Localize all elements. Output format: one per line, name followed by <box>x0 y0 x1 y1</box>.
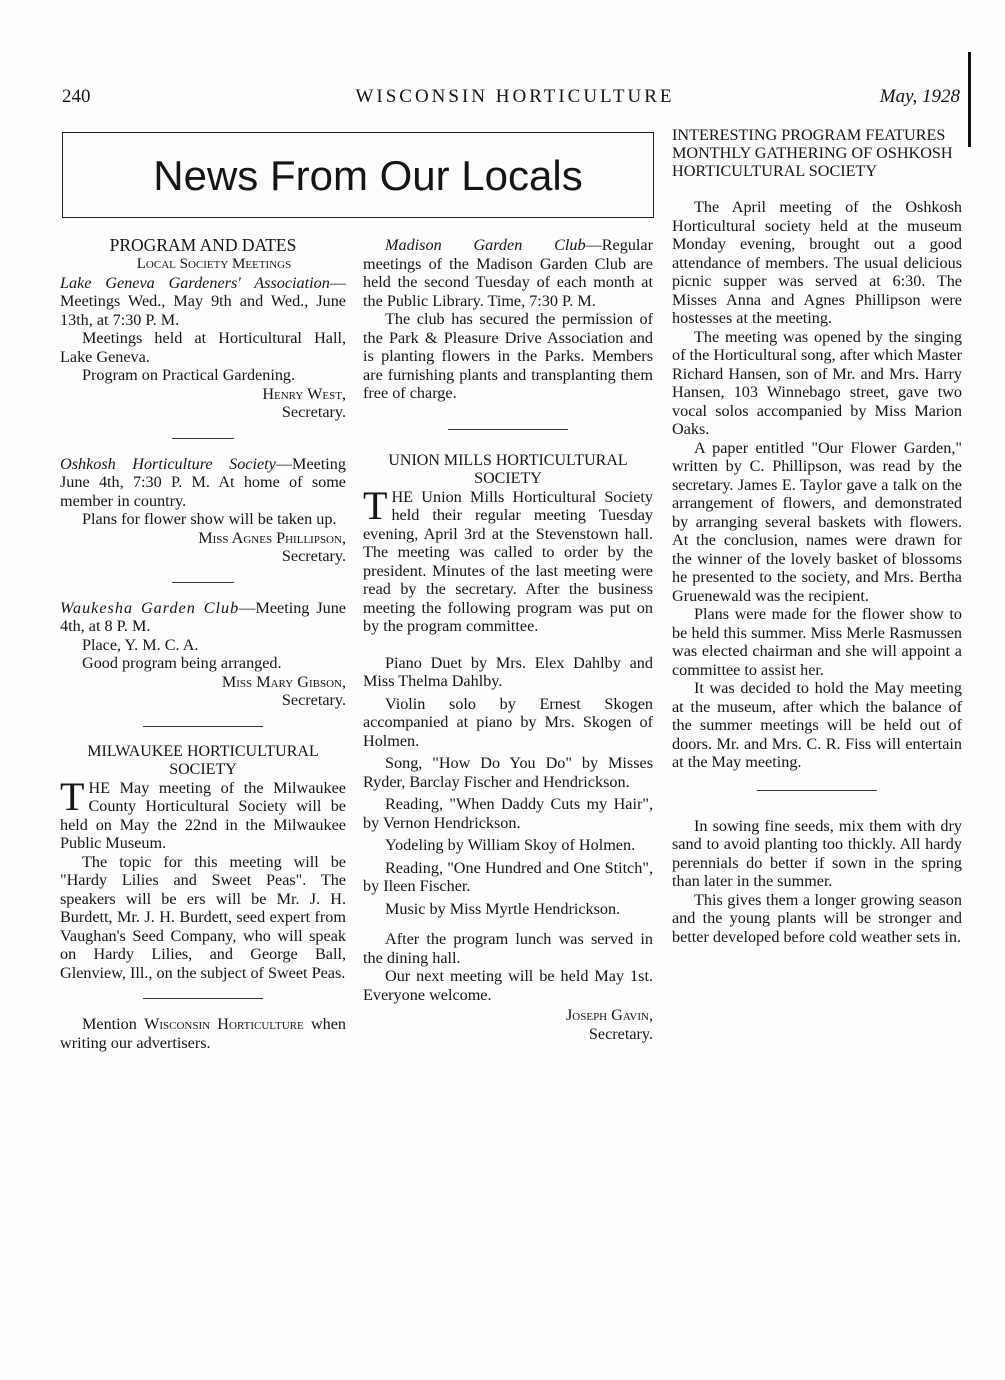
waukesha-program: Good program being arranged. <box>82 654 282 672</box>
lake-geneva-signature-name: Henry West, <box>262 384 346 403</box>
oshkosh-article-heading: INTERESTING PROGRAM FEATURES MONTHLY GATHERING OF OSHKOSH HORTICULTURAL SOCIETY <box>672 126 953 180</box>
program-item: Violin solo by Ernest Skogen accompanied at piano by Mrs. Skogen of Holmen. <box>363 694 653 750</box>
waukesha-text: —Meeting June 4th, at 8 P. M. <box>60 598 346 635</box>
oshkosh-plans: Plans for flower show will be taken up. <box>82 510 337 528</box>
oshkosh-article-paragraph: The April meeting of the Oshkosh Horticultural society held at the museum Monday evening, brought out a good attendance of members. The usual delicious picnic supper was served at 6:30. The Misses Anna and Agnes Phillipson were hostesses at the meeting. <box>672 198 962 327</box>
oshkosh-signature-title: Secretary. <box>281 547 346 565</box>
union-mills-signature-name: Joseph Gavin, <box>565 1006 653 1024</box>
separator-rule <box>448 429 568 430</box>
mention-magazine-name: Wisconsin Horticulture <box>144 1015 304 1033</box>
seeds-paragraph-1: In sowing fine seeds, mix them with dry sand to avoid planting too thickly. All hardy perennials do better if sown in the spring than later in the summer. <box>672 816 962 890</box>
meetings-subhead: Local Society Meetings <box>136 256 292 272</box>
oshkosh-signature-name: Miss Agnes Phillipson, <box>198 528 346 547</box>
program-item: Reading, "One Hundred and One Stitch", by Ileen Fischer. <box>363 858 653 895</box>
union-mills-signature-title: Secretary. <box>588 1024 653 1043</box>
lake-geneva-location: Meetings held at Horticultural Hall, Lake Geneva. <box>60 329 346 366</box>
separator-rule <box>172 582 234 583</box>
program-item: Piano Duet by Mrs. Elex Dahlby and Miss Thelma Dahlby. <box>363 653 653 690</box>
milwaukee-dropcap: T <box>60 773 85 819</box>
waukesha-notice <box>60 599 346 636</box>
oshkosh-notice <box>60 455 346 511</box>
milwaukee-paragraph-2: The topic for this meeting will be "Hardy Lilies and Sweet Peas". The speakers will be ers will be Mr. J. H. Burdett, Mr. J. H. Burdett, seed expert from Vaughan's Seed Company, who will speak on Hardy Lilies, and George Ball, Glenview, Ill., on the subject of Sweet Peas. <box>60 852 346 982</box>
program-item: Reading, "When Daddy Cuts my Hair", by Vernon Hendrickson. <box>363 795 653 832</box>
issue-date: May, 1928 <box>879 86 960 107</box>
page-edge-rule <box>968 52 971 147</box>
union-mills-text-1: HE Union Mills Horticultural Society held their regular meeting Tuesday evening, April 3rd at the Stevenstown hall. The meeting was called to order by the president. Minutes of the last meeting were read by the secretary. After the business meeting the following program was put on by the program committee. <box>363 487 653 635</box>
mention-text-a: Mention <box>82 1015 137 1033</box>
union-mills-paragraph-1 <box>363 482 653 636</box>
madison-paragraph-2: The club has secured the permission of the Park & Pleasure Drive Association and is planting flowers in the Parks. Members are furnishing plants and transplanting them free of charge. <box>363 310 653 402</box>
banner-title: News From Our Locals <box>153 152 583 199</box>
column-middle <box>363 236 653 1043</box>
lake-geneva-program: Program on Practical Gardening. <box>82 366 296 384</box>
column-right <box>672 126 962 946</box>
column-left <box>60 236 346 1052</box>
next-meeting-paragraph: Our next meeting will be held May 1st. Everyone welcome. <box>363 967 653 1004</box>
madison-notice <box>363 236 653 310</box>
waukesha-place: Place, Y. M. C. A. <box>82 635 199 654</box>
lake-geneva-notice <box>60 274 346 330</box>
lake-geneva-name: Lake Geneva Gardeners' Association <box>60 273 330 292</box>
magazine-title: WISCONSIN HORTICULTURE <box>355 86 675 107</box>
program-heading: PROGRAM AND DATES <box>109 235 297 255</box>
oshkosh-name: Oshkosh Horticulture Society <box>60 454 276 473</box>
oshkosh-article-paragraph: A paper entitled "Our Flower Garden," written by C. Phillipson, was read by the secretary. James E. Taylor gave a talk on the arrangement of flowers, and demonstrated by arranging several baskets with flowers. At the conclusion, names were drawn for the winner of the lovely basket of blossoms he presented to the society, and Mrs. Bertha Gruenewald was the recipient. <box>672 438 962 605</box>
mention-note <box>60 1015 346 1052</box>
waukesha-signature-title: Secretary. <box>281 691 346 709</box>
oshkosh-text: —Meeting June 4th, 7:30 P. M. At home of some member in country. <box>60 454 346 510</box>
waukesha-name: Waukesha Garden Club <box>60 598 240 617</box>
milwaukee-heading: MILWAUKEE HORTICULTURAL SOCIETY <box>87 742 319 778</box>
lake-geneva-text: —Meetings Wed., May 9th and Wed., June 13th, at 7:30 P. M. <box>60 273 346 329</box>
seeds-paragraph-2: This gives them a longer growing season and the young plants will be stronger and better developed before cold weather sets in. <box>672 890 962 946</box>
after-program-paragraph: After the program lunch was served in the dining hall. <box>363 930 653 967</box>
program-item: Music by Miss Myrtle Hendrickson. <box>385 899 621 918</box>
separator-rule <box>757 790 877 791</box>
separator-rule <box>143 998 263 999</box>
page-number: 240 <box>62 86 91 107</box>
oshkosh-article-paragraph: It was decided to hold the May meeting at the museum, after which the balance of the summer meetings will be held out of doors. Mr. and Mrs. C. R. Fiss will entertain at the May meeting. <box>672 679 962 771</box>
madison-name: Madison Garden Club <box>385 236 586 254</box>
union-mills-heading: UNION MILLS HORTICULTURAL SOCIETY <box>388 451 628 487</box>
union-mills-dropcap: T <box>363 482 388 528</box>
milwaukee-paragraph-1 <box>60 773 346 853</box>
separator-rule <box>172 438 234 439</box>
separator-rule <box>143 726 263 727</box>
oshkosh-article-paragraph: The meeting was opened by the singing of the Horticultural song, after which Master Richard Hansen, son of Mr. and Mrs. Harry Hansen, 103 Winnebago street, gave two vocal solos accompanied by Miss Marion Oaks. <box>672 327 962 438</box>
lake-geneva-signature-title: Secretary. <box>281 403 346 421</box>
mention-text-c: when writing our advertisers. <box>60 1015 346 1052</box>
madison-text: —Regular meetings of the Madison Garden Club are held the second Tuesday of each month at the Public Library. Time, 7:30 P. M. <box>363 236 653 310</box>
milwaukee-text-1: HE May meeting of the Milwaukee County Horticultural Society will be held on May the 22nd in the Milwaukee Public Museum. <box>60 778 346 852</box>
oshkosh-article-paragraph: Plans were made for the flower show to be held this summer. Miss Merle Rasmussen was elected chairman and she will appoint a committee to assist her. <box>672 605 962 679</box>
section-banner <box>62 132 654 218</box>
program-item: Song, "How Do You Do" by Misses Ryder, Barclay Fischer and Hendrickson. <box>363 754 653 791</box>
program-item: Yodeling by William Skoy of Holmen. <box>385 836 636 854</box>
waukesha-signature-name: Miss Mary Gibson, <box>221 672 346 691</box>
